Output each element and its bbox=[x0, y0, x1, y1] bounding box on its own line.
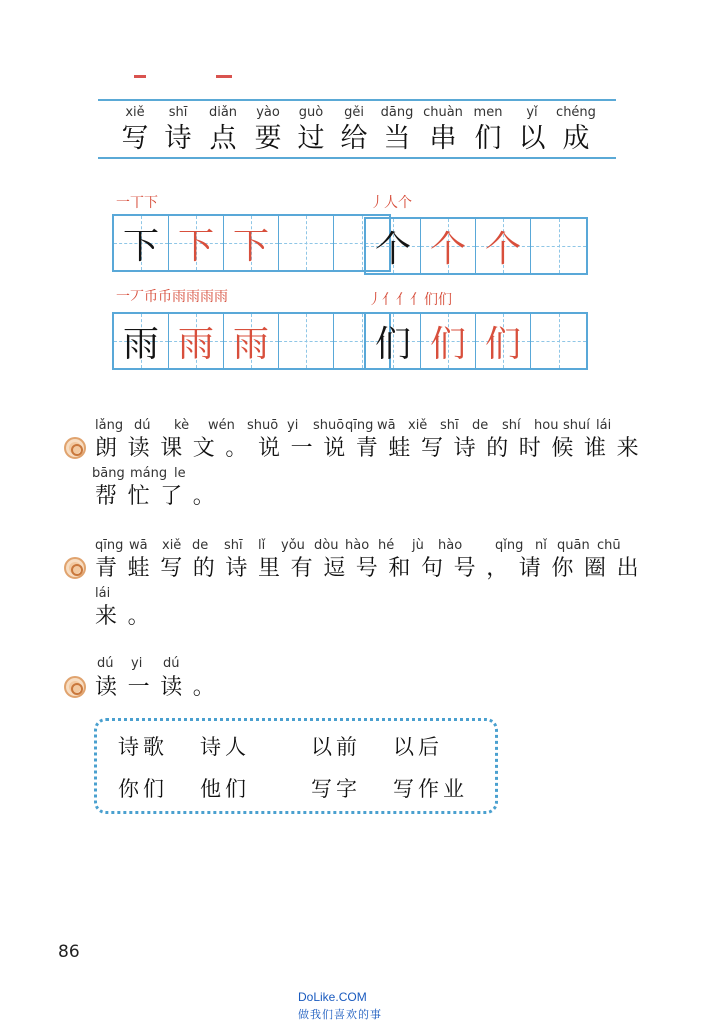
pinyin: lǎng bbox=[95, 418, 124, 433]
vocab-item bbox=[113, 104, 157, 156]
grid-cell bbox=[531, 314, 586, 368]
vocab-item bbox=[554, 104, 598, 156]
vocab-item bbox=[510, 104, 554, 156]
ex3-text-line1: 读一读。 bbox=[95, 675, 226, 700]
grid-cell bbox=[366, 219, 421, 273]
trace-char: 们 bbox=[484, 323, 521, 365]
vocab-hanzi: 点 bbox=[209, 123, 237, 154]
trace-char: 雨 bbox=[177, 323, 214, 365]
vocab-item bbox=[156, 104, 200, 156]
vocab-item bbox=[289, 104, 333, 156]
writing-grid-ge bbox=[364, 217, 588, 275]
pinyin: hou bbox=[534, 418, 559, 433]
pinyin: wén bbox=[208, 418, 235, 433]
vocab-pinyin: guò bbox=[298, 105, 324, 120]
vocab-pinyin: men bbox=[473, 105, 503, 120]
vocab-pinyin: yǐ bbox=[526, 105, 538, 120]
stroke-order-ge: 丿人个 bbox=[370, 195, 412, 211]
vocab-hanzi: 们 bbox=[474, 123, 502, 154]
word: 以前 bbox=[311, 735, 361, 759]
vocab-band bbox=[110, 104, 610, 160]
ex2-text-line1: 青蛙写的诗里有逗号和句号，请你圈出 bbox=[95, 556, 650, 581]
pinyin: xiě bbox=[162, 538, 182, 553]
vocab-item bbox=[332, 104, 376, 156]
word: 写作业 bbox=[393, 777, 468, 801]
pinyin: de bbox=[472, 418, 489, 433]
grid-cell bbox=[421, 219, 476, 273]
page-number: 86 bbox=[58, 942, 80, 962]
vocab-hanzi: 给 bbox=[340, 123, 368, 154]
vocab-item bbox=[421, 104, 465, 156]
pinyin: de bbox=[192, 538, 209, 553]
grid-cell bbox=[476, 314, 531, 368]
word: 以后 bbox=[393, 735, 443, 759]
writing-grid-men bbox=[364, 312, 588, 370]
grid-cell bbox=[279, 314, 334, 368]
exercise-badge-icon bbox=[64, 676, 86, 698]
pinyin: qīng bbox=[345, 418, 374, 433]
word: 诗歌 bbox=[118, 735, 168, 759]
vocab-item bbox=[375, 104, 419, 156]
ex2-text-line2: 来。 bbox=[95, 604, 161, 629]
watermark-site: DoLike.COM bbox=[298, 990, 367, 1004]
pinyin: xiě bbox=[408, 418, 428, 433]
pinyin: shuō bbox=[313, 418, 345, 433]
vocab-pinyin: gěi bbox=[344, 105, 364, 120]
grid-cell bbox=[114, 216, 169, 270]
stroke-order-xia: 一丅下 bbox=[116, 195, 158, 211]
model-char: 个 bbox=[374, 228, 411, 270]
pinyin: wā bbox=[129, 538, 148, 553]
grid-cell bbox=[114, 314, 169, 368]
grid-cell bbox=[169, 314, 224, 368]
word: 你们 bbox=[118, 777, 168, 801]
pinyin: qīng bbox=[95, 538, 124, 553]
vocab-item bbox=[246, 104, 290, 156]
trace-char: 下 bbox=[232, 225, 269, 267]
vocab-hanzi: 以 bbox=[518, 123, 546, 154]
pinyin: bāng bbox=[92, 466, 125, 481]
pinyin: kè bbox=[174, 418, 190, 433]
pinyin: hé bbox=[378, 538, 395, 553]
vocab-item bbox=[466, 104, 510, 156]
pinyin: yi bbox=[131, 656, 143, 671]
vocab-pinyin: dāng bbox=[380, 105, 414, 120]
pinyin: hào bbox=[438, 538, 463, 553]
vocab-pinyin: chéng bbox=[556, 105, 596, 120]
grid-cell bbox=[169, 216, 224, 270]
vocab-hanzi: 当 bbox=[383, 123, 411, 154]
vocab-pinyin: chuàn bbox=[423, 105, 463, 120]
grid-cell bbox=[224, 216, 279, 270]
pinyin: yǒu bbox=[281, 538, 305, 553]
pinyin: shuí bbox=[563, 418, 590, 433]
vocab-hanzi: 诗 bbox=[164, 123, 192, 154]
trace-char: 个 bbox=[429, 228, 466, 270]
pinyin: dú bbox=[134, 418, 151, 433]
trace-char: 下 bbox=[177, 225, 214, 267]
pinyin: quān bbox=[557, 538, 590, 553]
vocab-item bbox=[201, 104, 245, 156]
vocab-hanzi: 串 bbox=[429, 123, 457, 154]
watermark-slogan: 做我们喜欢的事 bbox=[298, 1008, 382, 1021]
vocab-pinyin: shī bbox=[168, 105, 188, 120]
word: 他们 bbox=[200, 777, 250, 801]
ex1-text-line1: 朗读课文。说一说青蛙写诗的时候谁来 bbox=[95, 436, 650, 461]
pinyin: wā bbox=[377, 418, 396, 433]
pinyin: lái bbox=[95, 586, 111, 601]
pinyin: le bbox=[174, 466, 186, 481]
pinyin: lái bbox=[596, 418, 612, 433]
stroke-order-men: 丿亻亻亻们们 bbox=[368, 292, 452, 308]
pinyin: máng bbox=[130, 466, 168, 481]
model-char: 下 bbox=[122, 225, 159, 267]
word: 写字 bbox=[311, 777, 361, 801]
vocab-pinyin: diǎn bbox=[208, 105, 238, 120]
grid-cell bbox=[421, 314, 476, 368]
model-char: 们 bbox=[374, 323, 411, 365]
trace-char: 雨 bbox=[232, 323, 269, 365]
pinyin: shuō bbox=[247, 418, 279, 433]
writing-grid-yu bbox=[112, 312, 391, 370]
vocab-pinyin: xiě bbox=[125, 105, 145, 120]
ex1-text-line2: 帮忙了。 bbox=[95, 484, 226, 509]
pinyin: shí bbox=[502, 418, 521, 433]
grid-cell bbox=[531, 219, 586, 273]
exercise-badge-icon bbox=[64, 437, 86, 459]
vocab-hanzi: 要 bbox=[254, 123, 282, 154]
pinyin: chū bbox=[597, 538, 621, 553]
pinyin: qǐng bbox=[495, 538, 524, 553]
grid-cell bbox=[476, 219, 531, 273]
pinyin: nǐ bbox=[535, 538, 547, 553]
vocab-hanzi: 过 bbox=[297, 123, 325, 154]
pinyin: hào bbox=[345, 538, 370, 553]
pinyin: dú bbox=[97, 656, 114, 671]
grid-cell bbox=[224, 314, 279, 368]
trace-char: 个 bbox=[484, 228, 521, 270]
writing-grid-xia bbox=[112, 214, 391, 272]
pinyin: lǐ bbox=[258, 538, 266, 553]
exercise-badge-icon bbox=[64, 557, 86, 579]
stroke-order-yu: 一丆币币雨雨雨雨 bbox=[116, 289, 228, 305]
pinyin: shī bbox=[224, 538, 243, 553]
pinyin: dú bbox=[163, 656, 180, 671]
pinyin: shī bbox=[440, 418, 459, 433]
model-char: 雨 bbox=[122, 323, 159, 365]
vocab-hanzi: 成 bbox=[562, 123, 590, 154]
vocab-pinyin: yào bbox=[256, 105, 280, 120]
grid-cell bbox=[279, 216, 334, 270]
pinyin: yi bbox=[287, 418, 299, 433]
pinyin: dòu bbox=[314, 538, 339, 553]
vocab-hanzi: 写 bbox=[121, 123, 149, 154]
band-top-line bbox=[98, 99, 616, 101]
grid-cell bbox=[366, 314, 421, 368]
word: 诗人 bbox=[200, 735, 250, 759]
trace-char: 们 bbox=[429, 323, 466, 365]
pinyin: jù bbox=[412, 538, 424, 553]
